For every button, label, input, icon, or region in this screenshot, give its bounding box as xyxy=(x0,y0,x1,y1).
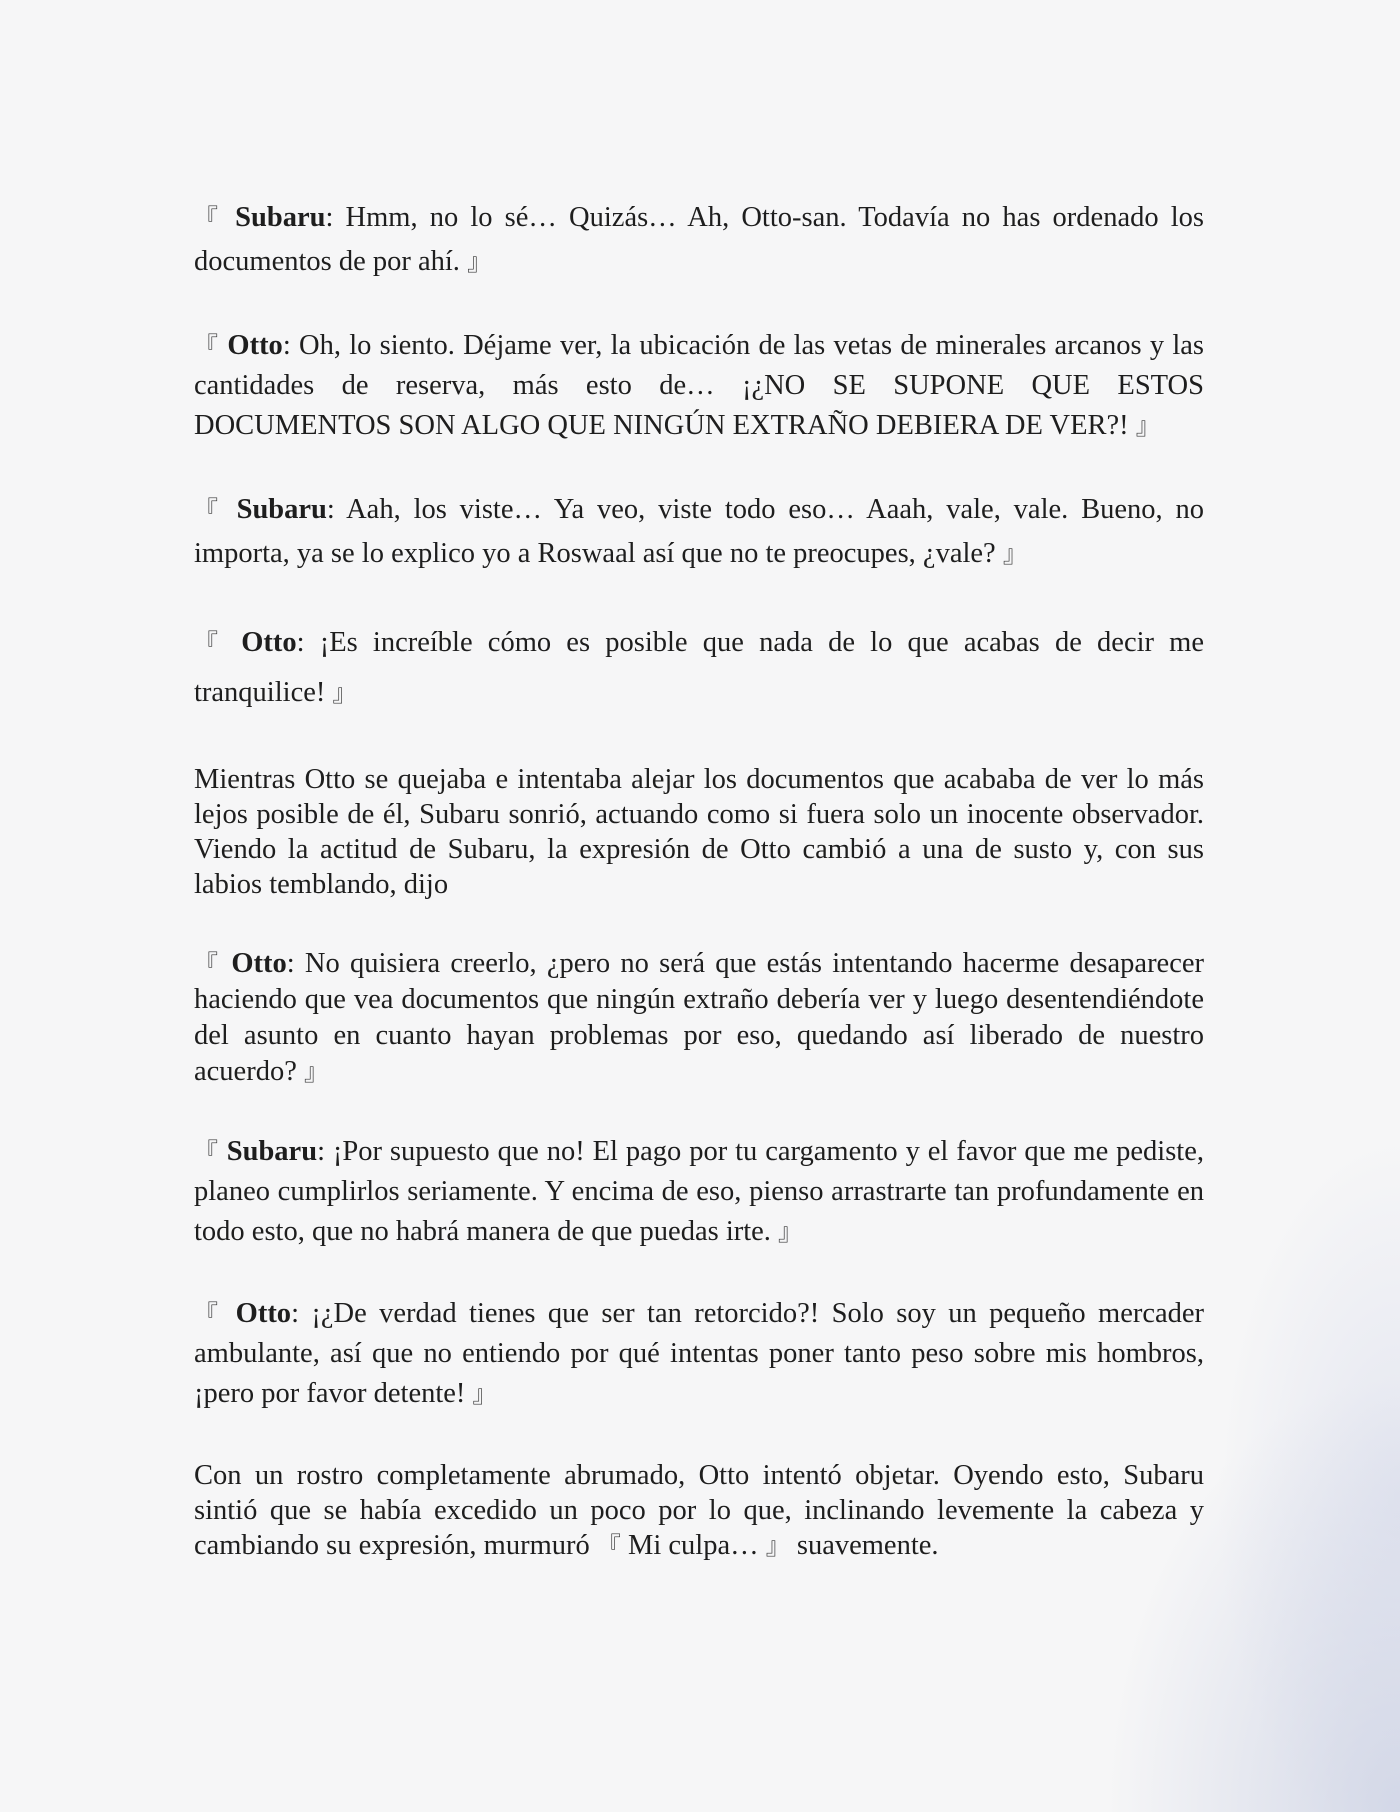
speaker-name: Subaru xyxy=(226,1136,318,1167)
quote-open-mark: 『 xyxy=(194,629,227,657)
dialogue-subaru-2 xyxy=(194,488,1204,576)
dialogue-text: : ¡Por supuesto que no! El pago por tu cargamento y el favor que me pediste, planeo cumplirlos seriamente. Y encima de eso, pienso arrastrarte tan profundamente en todo esto, que no habrá manera de que puedas irte. xyxy=(194,1136,1204,1247)
dialogue-subaru-3 xyxy=(194,1132,1204,1252)
speaker-name: Otto xyxy=(231,948,287,979)
quote-open-mark: 『 xyxy=(194,950,222,978)
dialogue-text: : No quisiera creerlo, ¿pero no será que estás intentando hacerme desaparecer haciendo que vea documentos que ningún extraño debería ver y luego desentendiéndote del asunto en cuanto hayan problemas por eso, quedando así liberado de nuestro acuerdo? xyxy=(194,948,1204,1087)
dialogue-text: : Hmm, no lo sé… Quizás… Ah, Otto-san. Todavía no has ordenado los documentos de por ahí. xyxy=(194,202,1204,277)
document-body xyxy=(194,196,1204,1564)
quote-close-mark: 』 xyxy=(1135,412,1160,440)
narration-paragraph-1: Mientras Otto se quejaba e intentaba alejar los documentos que acababa de ver lo más lejos posible de él, Subaru sonrió, actuando como si fuera solo un inocente observador. Viendo la actitud de Subaru, la expresión de Otto cambió a una de susto y, con sus labios temblando, dijo xyxy=(194,764,1204,900)
quote-open-mark: 『 xyxy=(194,1300,224,1328)
dialogue-otto-2 xyxy=(194,618,1204,718)
narration-text: Con un rostro completamente abrumado, Otto intentó objetar. Oyendo esto, Subaru sintió que se había excedido un poco por lo que, inclinando levemente la cabeza y cambiando su expresión, murmuró xyxy=(194,1460,1204,1561)
dialogue-text: : Oh, lo siento. Déjame ver, la ubicación de las vetas de minerales arcanos y las cantidades de reserva, más esto de… ¡¿NO SE SUPONE QUE ESTOS DOCUMENTOS SON ALGO QUE NINGÚN EXTRAÑO DEBIERA DE VER?! xyxy=(194,330,1205,441)
dialogue-otto-1 xyxy=(194,326,1204,446)
speaker-name: Otto xyxy=(241,627,297,658)
quote-close-mark: 』 xyxy=(332,679,357,707)
quote-open-mark: 『 xyxy=(194,496,224,524)
narration-paragraph-2 xyxy=(194,1458,1204,1564)
quote-close-mark: 』 xyxy=(765,1532,790,1560)
quote-close-mark: 』 xyxy=(778,1218,803,1246)
quote-close-mark: 』 xyxy=(467,248,492,276)
quoted-text: Mi culpa… xyxy=(620,1530,766,1561)
quote-open-mark: 『 xyxy=(194,1138,219,1166)
dialogue-otto-3 xyxy=(194,946,1204,1090)
quote-close-mark: 』 xyxy=(472,1380,497,1408)
quote-open-mark: 『 xyxy=(194,204,224,232)
dialogue-otto-4 xyxy=(194,1294,1204,1414)
dialogue-subaru-1 xyxy=(194,196,1204,284)
narration-text: suavemente. xyxy=(789,1530,939,1561)
dialogue-text: : ¡Es increíble cómo es posible que nada de lo que acabas de decir me tranquilice! xyxy=(194,627,1204,708)
dialogue-text: : ¡¿De verdad tienes que ser tan retorcido?! Solo soy un pequeño mercader ambulante, así que no entiendo por qué intentas poner tanto peso sobre mis hombros, ¡pero por favor detente! xyxy=(194,1298,1205,1409)
quote-close-mark: 』 xyxy=(303,1058,328,1086)
dialogue-text: : Aah, los viste… Ya veo, viste todo eso… Aaah, vale, vale. Bueno, no importa, ya se lo explico yo a Roswaal así que no te preocupes, ¿vale? xyxy=(194,494,1205,569)
speaker-name: Otto xyxy=(227,330,283,361)
quote-open-mark: 『 xyxy=(194,332,220,360)
quote-close-mark: 』 xyxy=(1002,540,1027,568)
quote-open-mark: 『 xyxy=(596,1532,621,1560)
speaker-name: Subaru xyxy=(235,202,326,233)
speaker-name: Otto xyxy=(235,1298,292,1329)
speaker-name: Subaru xyxy=(236,494,327,525)
